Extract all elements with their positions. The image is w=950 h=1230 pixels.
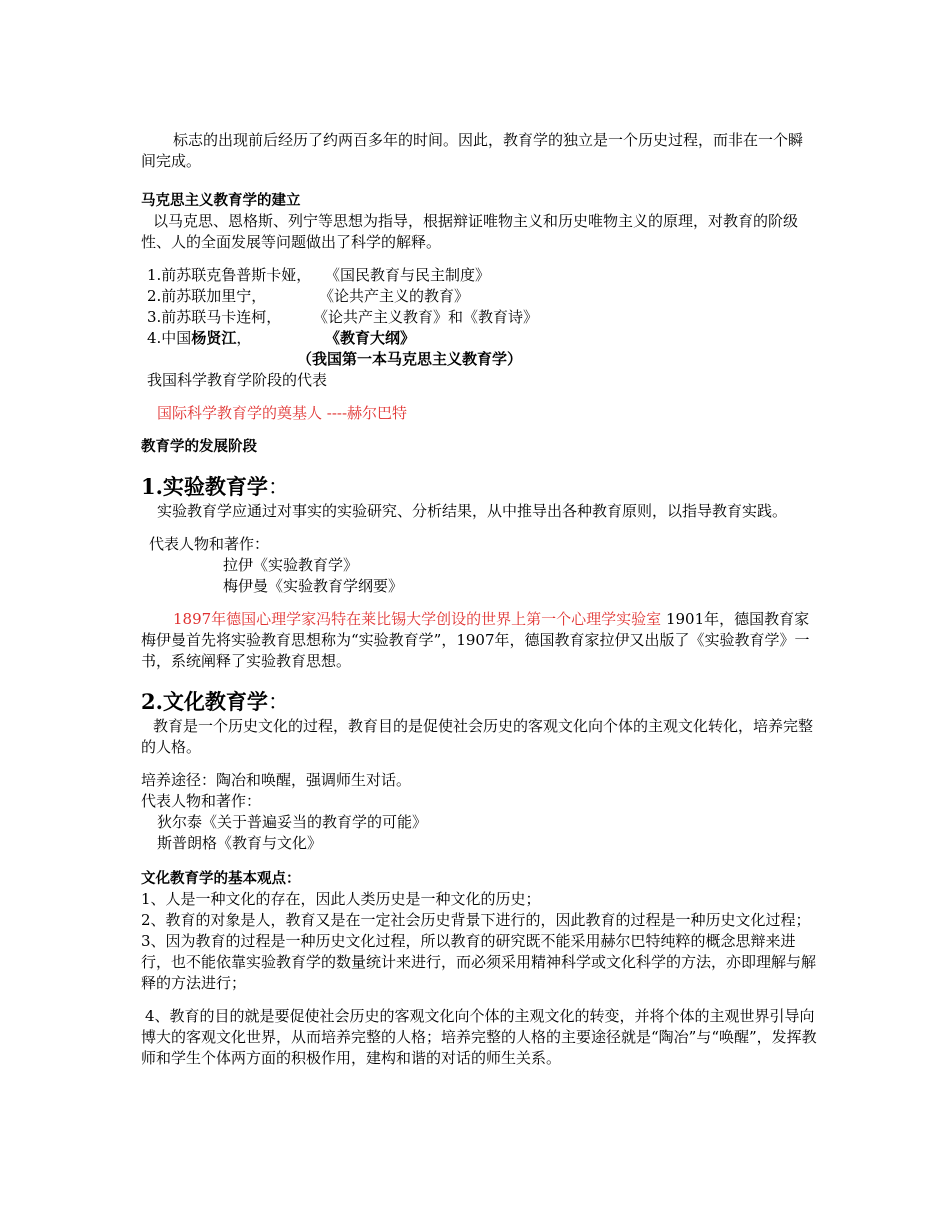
cultural-path: 培养途径：陶冶和唤醒，强调师生对话。 — [141, 771, 412, 789]
document-page — [141, 130, 817, 1069]
experimental-description: 实验教育学应通过对事实的实验研究、分析结果，从中推导出各种教育原则，以指导教育实践。 — [157, 502, 788, 520]
intro-paragraph: 标志的出现前后经历了约两百多年的时间。因此，教育学的独立是一个历史过程，而非在一个瞬间完成。 — [141, 131, 804, 170]
view-item: 1、人是一种文化的存在，因此人类历史是一种文化的历史； — [141, 890, 541, 908]
work-item: 狄尔泰《关于普遍妥当的教育学的可能》 — [157, 813, 428, 831]
founder-note: 国际科学教育学的奠基人 ----赫尔巴特 — [157, 404, 408, 422]
cultural-description: 教育是一个历史文化的过程，教育目的是促使社会历史的客观文化向个体的主观文化转化，培养完整的人格。 — [141, 717, 814, 756]
view-item: 2、教育的对象是人，教育又是在一定社会历史背景下进行的，因此教育的过程是一种历史文化过程； — [141, 911, 811, 929]
marxism-heading: 马克思主义教育学的建立 — [141, 192, 301, 209]
view-item: 4、教育的目的就是要促使社会历史的客观文化向个体的主观文化的转变，并将个体的主观世界引导向博大的客观文化世界，从而培养完整的人格；培养完整的人格的主要途径就是“陶冶”与“唤醒”，发挥教师和学生个体两方面的积极作用，建构和谐的对话的师生关系。 — [141, 1007, 817, 1067]
work-item: 斯普朗格《教育与文化》 — [157, 834, 323, 852]
cultural-heading: 2.文化教育学： — [141, 689, 289, 714]
experimental-history: 1897年德国心理学家冯特在莱比锡大学创设的世界上第一个心理学实验室 1901年，德国教育家梅伊曼首先将实验教育思想称为“实验教育学”，1907年，德国教育家拉伊又出版了《实验教育学》一书，系统阐释了实验教育思想。 — [141, 610, 810, 670]
cultural-rep-label: 代表人物和著作： — [141, 792, 262, 810]
representative-note: 我国科学教育学阶段的代表 — [147, 371, 328, 389]
cultural-views-heading: 文化教育学的基本观点： — [141, 870, 301, 887]
author-name: 杨贤江 — [191, 329, 237, 347]
stages-heading: 教育学的发展阶段 — [141, 438, 257, 455]
work-item: 拉伊《实验教育学》 — [223, 556, 359, 574]
list-item: 2.前苏联加里宁， 《论共产主义的教育》 — [147, 287, 470, 305]
marxism-description: 以马克思、恩格斯、列宁等思想为指导，根据辩证唯物主义和历史唯物主义的原理，对教育的阶级性、人的全面发展等问题做出了科学的解释。 — [141, 212, 799, 251]
experimental-heading: 1.实验教育学： — [141, 474, 289, 499]
list-note: （我国第一本马克思主义教育学） — [297, 350, 523, 368]
view-item: 3、因为教育的过程是一种历史文化过程，所以教育的研究既不能采用赫尔巴特纯粹的概念思辩来进行，也不能依靠实验教育学的数量统计来进行，而必须采用精神科学或文化科学的方法，亦即理解与解释的方法进行； — [141, 932, 817, 992]
marxism-list — [141, 265, 817, 391]
book-title: 《教育大纲》 — [325, 329, 416, 347]
list-item: 1.前苏联克鲁普斯卡娅， 《国民教育与民主制度》 — [147, 266, 491, 284]
list-item: 3.前苏联马卡连柯， 《论共产主义教育》和《教育诗》 — [147, 308, 539, 326]
work-item: 梅伊曼《实验教育学纲要》 — [223, 577, 404, 595]
list-item: 4.中国杨贤江， 《教育大纲》 — [147, 329, 416, 347]
experimental-rep-label: 代表人物和著作： — [149, 535, 270, 553]
